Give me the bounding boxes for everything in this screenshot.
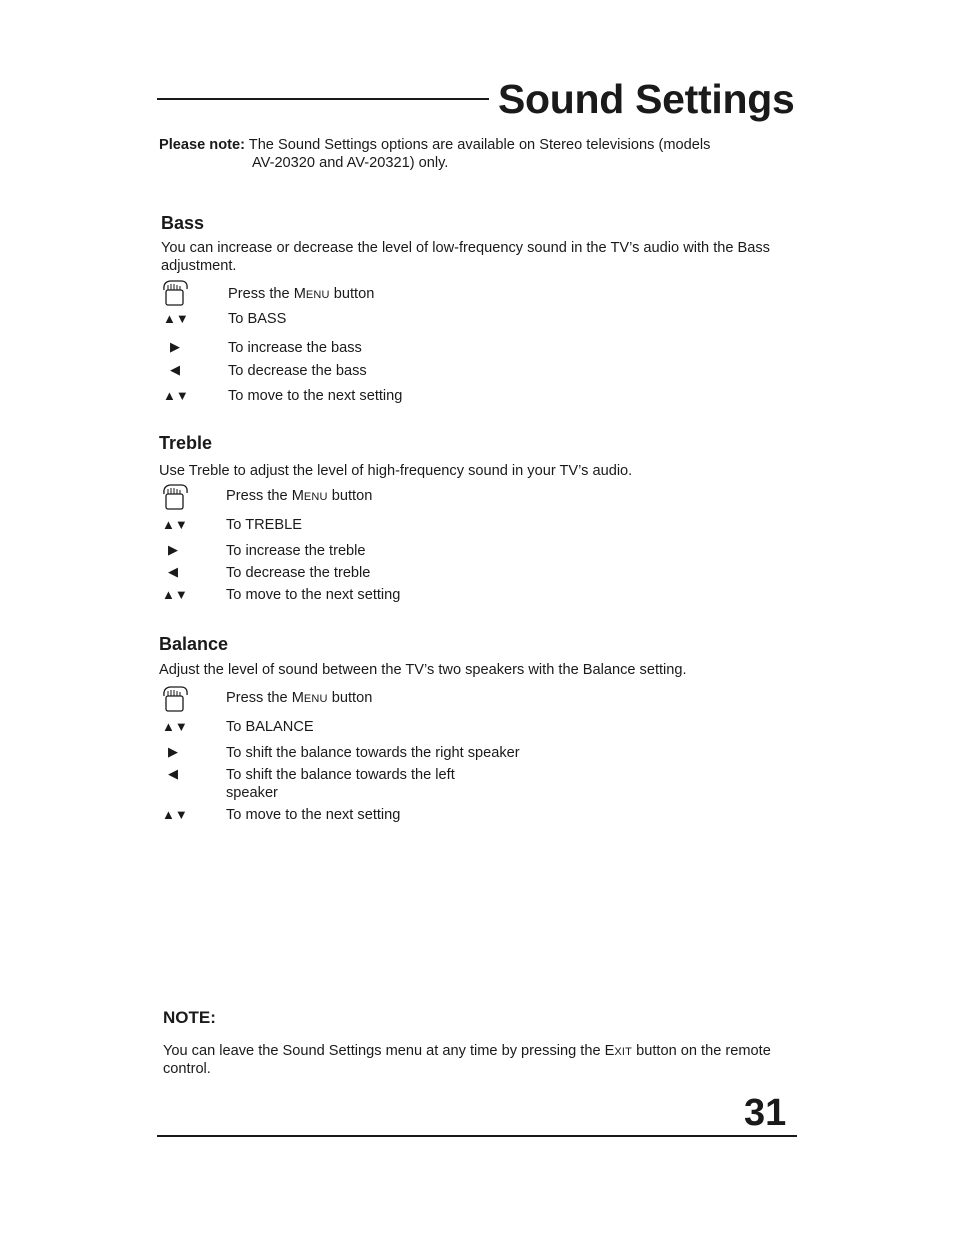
treble-increase: To increase the treble <box>226 543 366 559</box>
note-line2: control. <box>163 1061 211 1077</box>
balance-to-item: To BALANCE <box>226 719 314 735</box>
bass-increase: To increase the bass <box>228 340 362 356</box>
balance-desc: Adjust the level of sound between the TV’s two speakers with the Balance setting. <box>159 662 687 678</box>
footer-rule <box>157 1135 797 1137</box>
treble-next: To move to the next setting <box>226 587 401 603</box>
balance-right: To shift the balance towards the right speaker <box>226 745 520 761</box>
hand-press-icon <box>161 280 189 306</box>
page-title: Sound Settings <box>498 76 795 122</box>
header-rule <box>157 98 489 100</box>
up-down-arrows-icon: ▲▼ <box>162 807 188 822</box>
up-down-arrows-icon: ▲▼ <box>162 587 188 602</box>
treble-press-menu: Press the MENU button <box>226 488 373 504</box>
left-arrow-icon: ◀ <box>168 766 178 781</box>
balance-next: To move to the next setting <box>226 807 401 823</box>
balance-heading: Balance <box>159 634 229 654</box>
balance-left-line2: speaker <box>226 785 278 801</box>
please-note-label: Please note: <box>159 137 245 153</box>
up-down-arrows-icon: ▲▼ <box>162 517 188 532</box>
right-arrow-icon: ▶ <box>168 744 178 759</box>
right-arrow-icon: ▶ <box>168 542 178 557</box>
treble-to-item: To TREBLE <box>226 517 302 533</box>
bass-heading: Bass <box>161 213 205 233</box>
up-down-arrows-icon: ▲▼ <box>163 388 189 403</box>
treble-decrease: To decrease the treble <box>226 565 371 581</box>
bass-desc-line2: adjustment. <box>161 258 237 274</box>
up-down-arrows-icon: ▲▼ <box>162 719 188 734</box>
page-number: 31 <box>744 1092 787 1134</box>
treble-desc: Use Treble to adjust the level of high-frequency sound in your TV’s audio. <box>159 463 633 479</box>
balance-left-line1: To shift the balance towards the left <box>226 767 455 783</box>
right-arrow-icon: ▶ <box>170 339 180 354</box>
bass-press-menu: Press the MENU button <box>228 286 375 302</box>
note-line1: You can leave the Sound Settings menu at any time by pressing the EXIT button on the remote <box>163 1043 771 1059</box>
bass-decrease: To decrease the bass <box>228 363 367 379</box>
note-heading: NOTE: <box>163 1008 216 1027</box>
bass-next: To move to the next setting <box>228 388 403 404</box>
please-note-line1: The Sound Settings options are available on Stereo televisions (models <box>248 137 711 153</box>
treble-heading: Treble <box>159 433 213 453</box>
up-down-arrows-icon: ▲▼ <box>163 311 189 326</box>
hand-press-icon <box>161 484 189 510</box>
left-arrow-icon: ◀ <box>168 564 178 579</box>
bass-desc-line1: You can increase or decrease the level of low-frequency sound in the TV’s audio with the Bass <box>161 240 770 256</box>
balance-press-menu: Press the MENU button <box>226 690 373 706</box>
hand-press-icon <box>161 686 189 712</box>
left-arrow-icon: ◀ <box>170 362 180 377</box>
bass-to-item: To BASS <box>228 311 287 327</box>
please-note <box>159 136 799 154</box>
please-note-line2: AV-20320 and AV-20321) only. <box>252 155 449 171</box>
